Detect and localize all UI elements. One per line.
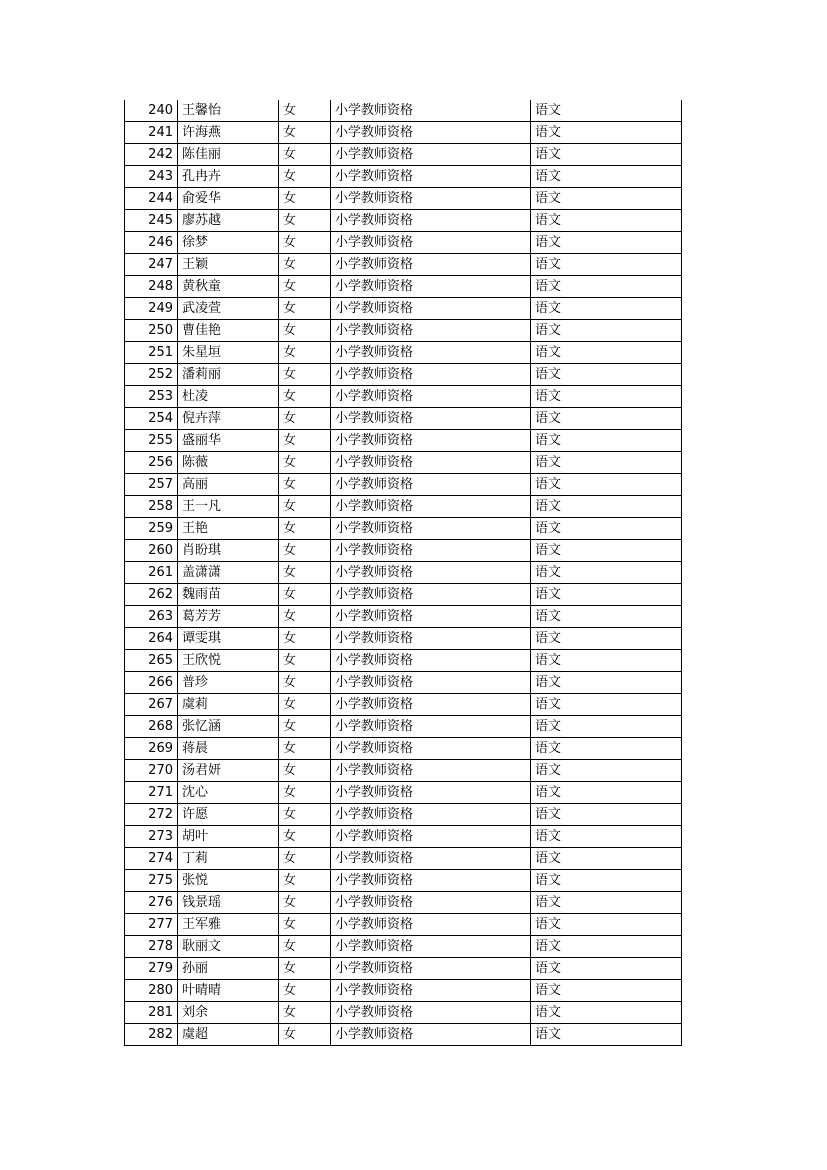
- name-cell: 曹佳艳: [178, 320, 279, 342]
- qualification-cell: 小学教师资格: [331, 694, 531, 716]
- gender-cell: 女: [279, 342, 331, 364]
- table-row: [125, 518, 682, 540]
- table-row: [125, 936, 682, 958]
- name-cell: 徐梦: [178, 232, 279, 254]
- subject-cell: 语文: [531, 100, 682, 122]
- subject-cell: 语文: [531, 342, 682, 364]
- name-cell: 潘莉丽: [178, 364, 279, 386]
- row-number-cell: 249: [125, 298, 178, 320]
- subject-cell: 语文: [531, 892, 682, 914]
- subject-cell: 语文: [531, 210, 682, 232]
- gender-cell: 女: [279, 892, 331, 914]
- gender-cell: 女: [279, 1002, 331, 1024]
- gender-cell: 女: [279, 628, 331, 650]
- qualification-cell: 小学教师资格: [331, 936, 531, 958]
- subject-cell: 语文: [531, 452, 682, 474]
- subject-cell: 语文: [531, 716, 682, 738]
- table-row: [125, 386, 682, 408]
- table-row: [125, 870, 682, 892]
- qualification-cell: 小学教师资格: [331, 1024, 531, 1046]
- subject-cell: 语文: [531, 826, 682, 848]
- row-number-cell: 264: [125, 628, 178, 650]
- subject-cell: 语文: [531, 474, 682, 496]
- row-number-cell: 282: [125, 1024, 178, 1046]
- qualification-cell: 小学教师资格: [331, 276, 531, 298]
- name-cell: 孙丽: [178, 958, 279, 980]
- table-row: [125, 452, 682, 474]
- row-number-cell: 278: [125, 936, 178, 958]
- subject-cell: 语文: [531, 914, 682, 936]
- subject-cell: 语文: [531, 188, 682, 210]
- row-number-cell: 255: [125, 430, 178, 452]
- gender-cell: 女: [279, 320, 331, 342]
- table-row: [125, 738, 682, 760]
- row-number-cell: 272: [125, 804, 178, 826]
- table-row: [125, 232, 682, 254]
- qualification-cell: 小学教师资格: [331, 166, 531, 188]
- subject-cell: 语文: [531, 804, 682, 826]
- qualification-cell: 小学教师资格: [331, 738, 531, 760]
- table-row: [125, 100, 682, 122]
- name-cell: 蒋晨: [178, 738, 279, 760]
- subject-cell: 语文: [531, 760, 682, 782]
- name-cell: 叶晴晴: [178, 980, 279, 1002]
- subject-cell: 语文: [531, 694, 682, 716]
- gender-cell: 女: [279, 804, 331, 826]
- name-cell: 肖盼琪: [178, 540, 279, 562]
- row-number-cell: 245: [125, 210, 178, 232]
- name-cell: 黄秋童: [178, 276, 279, 298]
- row-number-cell: 247: [125, 254, 178, 276]
- qualification-cell: 小学教师资格: [331, 122, 531, 144]
- name-cell: 王颖: [178, 254, 279, 276]
- name-cell: 武凌萱: [178, 298, 279, 320]
- gender-cell: 女: [279, 760, 331, 782]
- row-number-cell: 276: [125, 892, 178, 914]
- row-number-cell: 271: [125, 782, 178, 804]
- gender-cell: 女: [279, 606, 331, 628]
- gender-cell: 女: [279, 298, 331, 320]
- name-cell: 耿丽文: [178, 936, 279, 958]
- table-row: [125, 562, 682, 584]
- row-number-cell: 244: [125, 188, 178, 210]
- gender-cell: 女: [279, 870, 331, 892]
- subject-cell: 语文: [531, 672, 682, 694]
- table-row: [125, 188, 682, 210]
- qualification-cell: 小学教师资格: [331, 298, 531, 320]
- name-cell: 王艳: [178, 518, 279, 540]
- table-row: [125, 826, 682, 848]
- qualification-cell: 小学教师资格: [331, 254, 531, 276]
- gender-cell: 女: [279, 122, 331, 144]
- qualification-cell: 小学教师资格: [331, 1002, 531, 1024]
- qualification-cell: 小学教师资格: [331, 606, 531, 628]
- subject-cell: 语文: [531, 1002, 682, 1024]
- table-row: [125, 1024, 682, 1046]
- row-number-cell: 274: [125, 848, 178, 870]
- row-number-cell: 262: [125, 584, 178, 606]
- row-number-cell: 279: [125, 958, 178, 980]
- qualification-cell: 小学教师资格: [331, 342, 531, 364]
- name-cell: 许愿: [178, 804, 279, 826]
- qualification-cell: 小学教师资格: [331, 320, 531, 342]
- qualification-cell: 小学教师资格: [331, 210, 531, 232]
- name-cell: 钱景瑶: [178, 892, 279, 914]
- table-row: [125, 540, 682, 562]
- name-cell: 丁莉: [178, 848, 279, 870]
- gender-cell: 女: [279, 276, 331, 298]
- subject-cell: 语文: [531, 650, 682, 672]
- subject-cell: 语文: [531, 232, 682, 254]
- gender-cell: 女: [279, 848, 331, 870]
- table-row: [125, 298, 682, 320]
- gender-cell: 女: [279, 716, 331, 738]
- name-cell: 王军雅: [178, 914, 279, 936]
- table-row: [125, 342, 682, 364]
- qualification-cell: 小学教师资格: [331, 474, 531, 496]
- gender-cell: 女: [279, 232, 331, 254]
- subject-cell: 语文: [531, 628, 682, 650]
- row-number-cell: 280: [125, 980, 178, 1002]
- name-cell: 虞超: [178, 1024, 279, 1046]
- qualification-cell: 小学教师资格: [331, 914, 531, 936]
- table-row: [125, 430, 682, 452]
- subject-cell: 语文: [531, 364, 682, 386]
- table-row: [125, 804, 682, 826]
- name-cell: 倪卉萍: [178, 408, 279, 430]
- row-number-cell: 273: [125, 826, 178, 848]
- table-row: [125, 144, 682, 166]
- subject-cell: 语文: [531, 848, 682, 870]
- name-cell: 刘余: [178, 1002, 279, 1024]
- name-cell: 朱星垣: [178, 342, 279, 364]
- name-cell: 陈佳丽: [178, 144, 279, 166]
- name-cell: 陈薇: [178, 452, 279, 474]
- roster-table-body: [125, 100, 682, 1046]
- qualification-cell: 小学教师资格: [331, 870, 531, 892]
- gender-cell: 女: [279, 584, 331, 606]
- name-cell: 盖潇潇: [178, 562, 279, 584]
- name-cell: 王馨怡: [178, 100, 279, 122]
- table-row: [125, 1002, 682, 1024]
- qualification-cell: 小学教师资格: [331, 672, 531, 694]
- name-cell: 胡叶: [178, 826, 279, 848]
- name-cell: 魏雨苗: [178, 584, 279, 606]
- subject-cell: 语文: [531, 320, 682, 342]
- row-number-cell: 263: [125, 606, 178, 628]
- row-number-cell: 254: [125, 408, 178, 430]
- table-row: [125, 496, 682, 518]
- row-number-cell: 277: [125, 914, 178, 936]
- qualification-cell: 小学教师资格: [331, 452, 531, 474]
- name-cell: 高丽: [178, 474, 279, 496]
- qualification-cell: 小学教师资格: [331, 430, 531, 452]
- gender-cell: 女: [279, 210, 331, 232]
- gender-cell: 女: [279, 826, 331, 848]
- gender-cell: 女: [279, 782, 331, 804]
- gender-cell: 女: [279, 166, 331, 188]
- name-cell: 张忆涵: [178, 716, 279, 738]
- row-number-cell: 251: [125, 342, 178, 364]
- qualification-cell: 小学教师资格: [331, 848, 531, 870]
- gender-cell: 女: [279, 914, 331, 936]
- row-number-cell: 260: [125, 540, 178, 562]
- row-number-cell: 241: [125, 122, 178, 144]
- gender-cell: 女: [279, 188, 331, 210]
- row-number-cell: 242: [125, 144, 178, 166]
- gender-cell: 女: [279, 496, 331, 518]
- row-number-cell: 258: [125, 496, 178, 518]
- subject-cell: 语文: [531, 408, 682, 430]
- table-row: [125, 364, 682, 386]
- name-cell: 虞莉: [178, 694, 279, 716]
- table-row: [125, 474, 682, 496]
- subject-cell: 语文: [531, 496, 682, 518]
- table-row: [125, 760, 682, 782]
- qualification-cell: 小学教师资格: [331, 892, 531, 914]
- row-number-cell: 259: [125, 518, 178, 540]
- qualification-cell: 小学教师资格: [331, 188, 531, 210]
- name-cell: 盛丽华: [178, 430, 279, 452]
- subject-cell: 语文: [531, 606, 682, 628]
- name-cell: 王一凡: [178, 496, 279, 518]
- qualification-cell: 小学教师资格: [331, 496, 531, 518]
- table-row: [125, 408, 682, 430]
- gender-cell: 女: [279, 386, 331, 408]
- gender-cell: 女: [279, 430, 331, 452]
- qualification-cell: 小学教师资格: [331, 958, 531, 980]
- row-number-cell: 269: [125, 738, 178, 760]
- table-row: [125, 672, 682, 694]
- row-number-cell: 240: [125, 100, 178, 122]
- row-number-cell: 265: [125, 650, 178, 672]
- subject-cell: 语文: [531, 562, 682, 584]
- row-number-cell: 267: [125, 694, 178, 716]
- qualification-cell: 小学教师资格: [331, 650, 531, 672]
- row-number-cell: 257: [125, 474, 178, 496]
- gender-cell: 女: [279, 364, 331, 386]
- subject-cell: 语文: [531, 738, 682, 760]
- qualification-cell: 小学教师资格: [331, 584, 531, 606]
- subject-cell: 语文: [531, 386, 682, 408]
- gender-cell: 女: [279, 1024, 331, 1046]
- subject-cell: 语文: [531, 980, 682, 1002]
- subject-cell: 语文: [531, 166, 682, 188]
- name-cell: 孔冉卉: [178, 166, 279, 188]
- name-cell: 葛芳芳: [178, 606, 279, 628]
- subject-cell: 语文: [531, 584, 682, 606]
- name-cell: 廖苏越: [178, 210, 279, 232]
- table-row: [125, 650, 682, 672]
- table-row: [125, 276, 682, 298]
- row-number-cell: 268: [125, 716, 178, 738]
- gender-cell: 女: [279, 540, 331, 562]
- gender-cell: 女: [279, 958, 331, 980]
- subject-cell: 语文: [531, 540, 682, 562]
- subject-cell: 语文: [531, 430, 682, 452]
- gender-cell: 女: [279, 650, 331, 672]
- qualification-cell: 小学教师资格: [331, 518, 531, 540]
- name-cell: 许海燕: [178, 122, 279, 144]
- row-number-cell: 243: [125, 166, 178, 188]
- row-number-cell: 246: [125, 232, 178, 254]
- table-row: [125, 958, 682, 980]
- row-number-cell: 275: [125, 870, 178, 892]
- gender-cell: 女: [279, 936, 331, 958]
- gender-cell: 女: [279, 452, 331, 474]
- qualification-cell: 小学教师资格: [331, 364, 531, 386]
- roster-table: [124, 100, 682, 1046]
- qualification-cell: 小学教师资格: [331, 980, 531, 1002]
- qualification-cell: 小学教师资格: [331, 760, 531, 782]
- gender-cell: 女: [279, 672, 331, 694]
- subject-cell: 语文: [531, 144, 682, 166]
- name-cell: 汤君妍: [178, 760, 279, 782]
- subject-cell: 语文: [531, 1024, 682, 1046]
- subject-cell: 语文: [531, 782, 682, 804]
- subject-cell: 语文: [531, 276, 682, 298]
- name-cell: 王欣悦: [178, 650, 279, 672]
- name-cell: 张悦: [178, 870, 279, 892]
- gender-cell: 女: [279, 408, 331, 430]
- qualification-cell: 小学教师资格: [331, 826, 531, 848]
- qualification-cell: 小学教师资格: [331, 144, 531, 166]
- qualification-cell: 小学教师资格: [331, 540, 531, 562]
- qualification-cell: 小学教师资格: [331, 804, 531, 826]
- table-row: [125, 606, 682, 628]
- gender-cell: 女: [279, 738, 331, 760]
- subject-cell: 语文: [531, 936, 682, 958]
- table-row: [125, 848, 682, 870]
- subject-cell: 语文: [531, 518, 682, 540]
- name-cell: 杜凌: [178, 386, 279, 408]
- gender-cell: 女: [279, 694, 331, 716]
- qualification-cell: 小学教师资格: [331, 232, 531, 254]
- table-row: [125, 166, 682, 188]
- subject-cell: 语文: [531, 298, 682, 320]
- gender-cell: 女: [279, 100, 331, 122]
- table-row: [125, 254, 682, 276]
- gender-cell: 女: [279, 144, 331, 166]
- row-number-cell: 248: [125, 276, 178, 298]
- row-number-cell: 253: [125, 386, 178, 408]
- row-number-cell: 256: [125, 452, 178, 474]
- table-row: [125, 892, 682, 914]
- table-row: [125, 320, 682, 342]
- name-cell: 俞爱华: [178, 188, 279, 210]
- name-cell: 沈心: [178, 782, 279, 804]
- table-row: [125, 782, 682, 804]
- row-number-cell: 270: [125, 760, 178, 782]
- gender-cell: 女: [279, 980, 331, 1002]
- qualification-cell: 小学教师资格: [331, 100, 531, 122]
- table-row: [125, 980, 682, 1002]
- row-number-cell: 281: [125, 1002, 178, 1024]
- qualification-cell: 小学教师资格: [331, 716, 531, 738]
- row-number-cell: 266: [125, 672, 178, 694]
- qualification-cell: 小学教师资格: [331, 628, 531, 650]
- table-row: [125, 716, 682, 738]
- row-number-cell: 252: [125, 364, 178, 386]
- qualification-cell: 小学教师资格: [331, 386, 531, 408]
- qualification-cell: 小学教师资格: [331, 408, 531, 430]
- gender-cell: 女: [279, 518, 331, 540]
- name-cell: 谭雯琪: [178, 628, 279, 650]
- subject-cell: 语文: [531, 254, 682, 276]
- table-row: [125, 584, 682, 606]
- table-row: [125, 210, 682, 232]
- name-cell: 普珍: [178, 672, 279, 694]
- gender-cell: 女: [279, 474, 331, 496]
- qualification-cell: 小学教师资格: [331, 562, 531, 584]
- row-number-cell: 250: [125, 320, 178, 342]
- qualification-cell: 小学教师资格: [331, 782, 531, 804]
- table-row: [125, 694, 682, 716]
- table-row: [125, 122, 682, 144]
- subject-cell: 语文: [531, 870, 682, 892]
- table-row: [125, 914, 682, 936]
- row-number-cell: 261: [125, 562, 178, 584]
- subject-cell: 语文: [531, 122, 682, 144]
- gender-cell: 女: [279, 562, 331, 584]
- table-row: [125, 628, 682, 650]
- subject-cell: 语文: [531, 958, 682, 980]
- gender-cell: 女: [279, 254, 331, 276]
